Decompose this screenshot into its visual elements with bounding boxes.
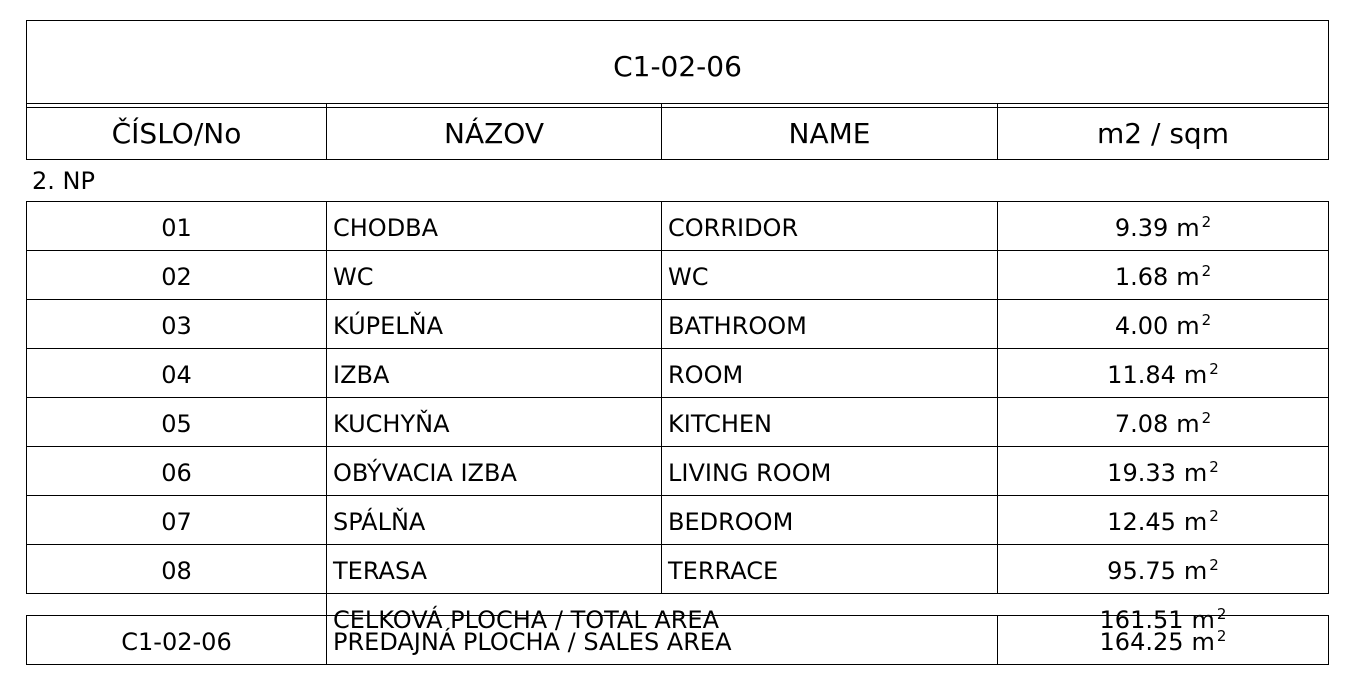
room-number: 01 [27, 202, 327, 251]
room-area-unit-exp: 2 [1209, 457, 1219, 476]
rooms-table [26, 201, 1329, 642]
room-name-sk: SPÁLŇA [327, 496, 662, 545]
room-name-sk: TERASA [327, 545, 662, 594]
room-area-value: 4.00 [1114, 311, 1169, 340]
room-area-value: 9.39 [1114, 213, 1169, 242]
room-area-unit: m [1183, 458, 1208, 487]
room-name-en: KITCHEN [662, 398, 998, 447]
header-row [27, 104, 1329, 160]
table-row [27, 300, 1329, 349]
room-number: 04 [27, 349, 327, 398]
header-number: ČÍSLO/No [27, 104, 327, 160]
table-row [27, 447, 1329, 496]
room-name-sk: CHODBA [327, 202, 662, 251]
room-area-unit-exp: 2 [1201, 408, 1212, 427]
sales-row [27, 616, 1329, 665]
title-table [26, 20, 1329, 108]
room-area-value: 1.68 [1114, 262, 1169, 291]
room-name-en: ROOM [662, 349, 998, 398]
room-area-value: 12.45 [1107, 507, 1176, 536]
room-area-cell [998, 202, 1329, 251]
room-area-unit: m [1176, 409, 1200, 438]
sales-area-unit: m [1191, 627, 1215, 656]
sales-area-cell [998, 616, 1329, 665]
sales-number: C1-02-06 [27, 616, 327, 665]
room-name-en: TERRACE [662, 545, 998, 594]
header-name-sk: NÁZOV [327, 104, 662, 160]
room-area-value: 7.08 [1114, 409, 1169, 438]
table-row [27, 496, 1329, 545]
room-name-en: BATHROOM [662, 300, 998, 349]
table-row [27, 349, 1329, 398]
room-name-en: LIVING ROOM [662, 447, 998, 496]
room-area-value: 95.75 [1107, 556, 1176, 585]
table-row [27, 545, 1329, 594]
unit-title: C1-02-06 [27, 21, 1329, 108]
room-name-en: CORRIDOR [662, 202, 998, 251]
room-area-cell [998, 349, 1329, 398]
room-number: 02 [27, 251, 327, 300]
room-area-unit-exp: 2 [1201, 310, 1212, 329]
room-area-unit: m [1176, 311, 1200, 340]
room-area-unit: m [1183, 556, 1208, 585]
room-number: 05 [27, 398, 327, 447]
room-area-value: 19.33 [1107, 458, 1176, 487]
room-area-unit: m [1176, 213, 1200, 242]
room-area-cell [998, 447, 1329, 496]
table-row [27, 202, 1329, 251]
room-area-cell [998, 251, 1329, 300]
room-area-unit: m [1176, 262, 1200, 291]
room-area-cell [998, 545, 1329, 594]
room-area-unit-exp: 2 [1209, 555, 1219, 574]
room-area-cell [998, 496, 1329, 545]
room-number: 03 [27, 300, 327, 349]
room-name-sk: WC [327, 251, 662, 300]
room-area-unit-exp: 2 [1201, 261, 1212, 280]
room-name-sk: IZBA [327, 349, 662, 398]
room-name-en: WC [662, 251, 998, 300]
header-area: m2 / sqm [998, 104, 1329, 160]
header-name-en: NAME [662, 104, 998, 160]
sales-area-unit-exp: 2 [1216, 626, 1227, 645]
table-row [27, 251, 1329, 300]
room-name-sk: OBÝVACIA IZBA [327, 447, 662, 496]
table-row [27, 398, 1329, 447]
total-area-unit: m [1191, 605, 1215, 634]
header-table [26, 103, 1329, 160]
room-area-unit-exp: 2 [1201, 212, 1212, 231]
sales-label: PREDAJNÁ PLOCHA / SALES AREA [327, 616, 998, 665]
room-area-unit: m [1183, 507, 1208, 536]
room-number: 07 [27, 496, 327, 545]
total-label: CELKOVÁ PLOCHA / TOTAL AREA [327, 594, 998, 643]
room-name-sk: KUCHYŇA [327, 398, 662, 447]
room-number: 08 [27, 545, 327, 594]
sales-table [26, 615, 1329, 665]
room-area-unit-exp: 2 [1209, 506, 1219, 525]
sales-area-value: 164.25 [1099, 627, 1184, 656]
room-area-unit-exp: 2 [1209, 359, 1219, 378]
floor-label: 2. NP [32, 167, 95, 195]
title-row [27, 21, 1329, 108]
room-number: 06 [27, 447, 327, 496]
room-area-value: 11.84 [1107, 360, 1176, 389]
rooms-body [27, 202, 1329, 643]
total-area-unit-exp: 2 [1216, 604, 1227, 623]
room-name-en: BEDROOM [662, 496, 998, 545]
total-area-value: 161.51 [1099, 605, 1184, 634]
room-area-cell [998, 300, 1329, 349]
room-area-unit: m [1183, 360, 1208, 389]
room-area-cell [998, 398, 1329, 447]
room-name-sk: KÚPELŇA [327, 300, 662, 349]
